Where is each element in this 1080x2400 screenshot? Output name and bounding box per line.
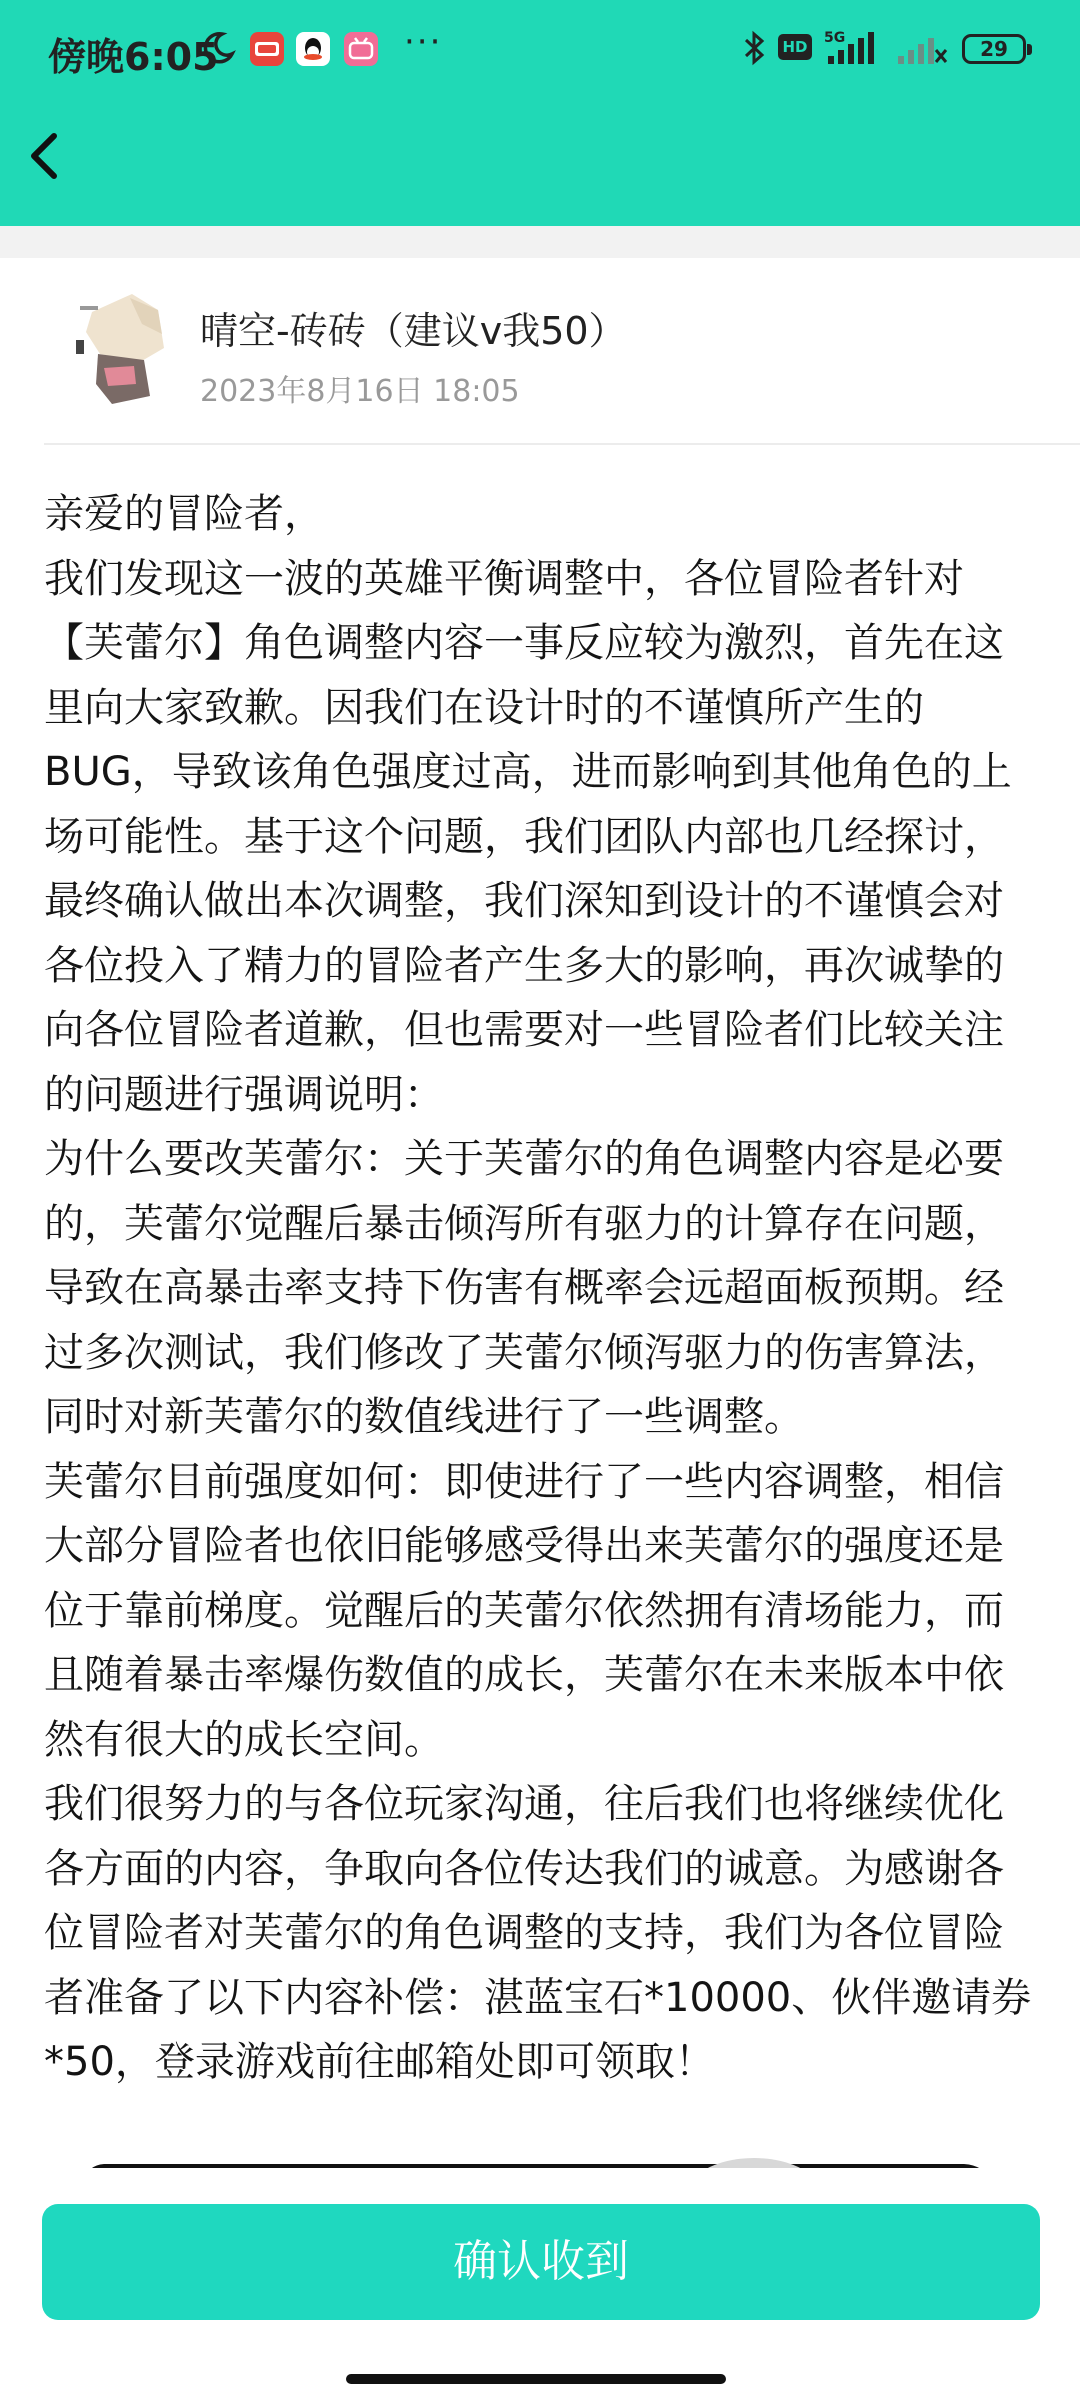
app-header [0,0,1080,226]
author-divider [44,443,1080,445]
signal-5g-icon [824,28,888,68]
post-date: 2023年8月16日 18:05 [200,374,520,409]
section-divider [0,226,1080,258]
bilibili-icon [344,32,378,66]
moon-icon [200,30,236,66]
qq-icon [296,32,330,66]
svg-text:5G: 5G [824,30,846,46]
back-button[interactable] [18,126,78,186]
confirm-button[interactable]: 确认收到 [42,2204,1040,2320]
status-right-group [740,28,1040,68]
battery-indicator: 29 [962,34,1026,64]
hd-badge: HD [778,34,812,60]
more-notifications-icon: ··· [404,22,443,62]
status-time: 傍晚6:05 [48,35,219,79]
bluetooth-icon [740,28,768,68]
author-avatar[interactable] [70,284,170,414]
home-indicator[interactable] [346,2374,726,2384]
signal-weak-icon [896,28,948,68]
status-bar [0,0,1080,100]
app-notification-icon [250,32,284,66]
post-content: 亲爱的冒险者， 我们发现这一波的英雄平衡调整中，各位冒险者针对【芙蕾尔】角色调整内容一事反应较为激烈，首先在这里向大家致歉。因我们在设计时的不谨慎所产生的BUG，导致该角色强度过高，进而影响到其他角色的上场可能性。基于这个问题，我们团队内部也几经探讨，最终确认做出本次调整，我们深知到设计的不谨慎会对各位投入了精力的冒险者产生多大的影响，再次诚挚的向各位冒险者道歉，但也需要对一些冒险者们比较关注的问题进行强调说明： 为什么要改芙蕾尔：关于芙蕾尔的角色调整内容是必要的，芙蕾尔觉醒后暴击倾泻所有驱力的计算存在问题，导致在高暴击率支持下伤害有概率会远超面板预期。经过多次测试，我们修改了芙蕾尔倾泻驱力的伤害算法，同时对新芙蕾尔的数值线进行了一些调整。 芙蕾尔目前强度如何：即使进行了一些内容调整，相信大部分冒险者也依旧能够感受得出来芙蕾尔的强度还是位于靠前梯度。觉醒后的芙蕾尔依然拥有清场能力，而且随着暴击率爆伤数值的成长，芙蕾尔在未来版本中依然有很大的成长空间。 我们很努力的与各位玩家沟通，往后我们也将继续优化各方面的内容，争取向各位传达我们的诚意。为感谢各位冒险者对芙蕾尔的角色调整的支持，我们为各位冒险者准备了以下内容补偿：湛蓝宝石*10000、伙伴邀请券*50，登录游戏前往邮箱处即可领取！ [44,491,1032,2085]
author-name: 晴空-砖砖（建议v我50） [200,309,627,353]
